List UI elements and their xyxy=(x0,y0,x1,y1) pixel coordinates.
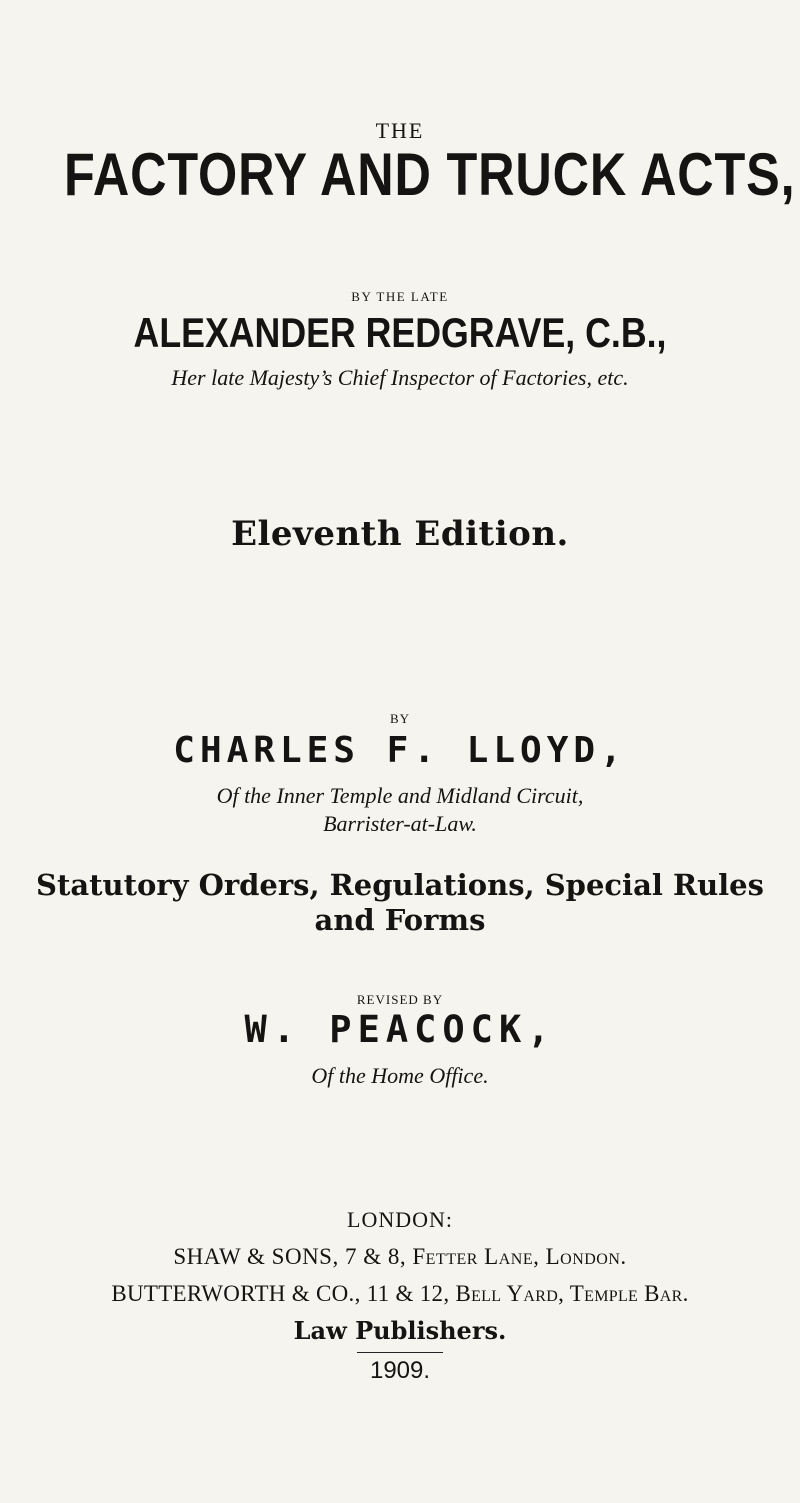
editor-description-line2: Barrister-at-Law. xyxy=(323,811,477,836)
by-the-late-label: BY THE LATE xyxy=(351,289,449,304)
publisher1-name: SHAW & SONS, 7 & 8, xyxy=(173,1244,407,1269)
author-name: ALEXANDER REDGRAVE, C.B., xyxy=(133,309,667,356)
publisher1 xyxy=(0,1244,800,1270)
publication-year: 1909. xyxy=(369,1357,431,1384)
revised-by-label: REVISED BY xyxy=(356,992,444,1007)
contents-line1: Statutory Orders, Regulations, Special Rules xyxy=(36,868,764,902)
law-publishers: Law Publishers. xyxy=(293,1316,507,1345)
year-rule xyxy=(357,1352,443,1353)
publisher2 xyxy=(0,1281,800,1307)
book-title: FACTORY AND TRUCK ACTS, xyxy=(64,141,796,208)
author-description: Her late Majesty’s Chief Inspector of Factories, etc. xyxy=(171,365,629,390)
edition-statement: Eleventh Edition. xyxy=(231,514,569,554)
reviser-name: W. PEACOCK, xyxy=(244,1008,556,1051)
publisher2-name: BUTTERWORTH & CO., 11 & 12, xyxy=(111,1281,450,1306)
by-label: BY xyxy=(389,711,411,726)
editor-name: CHARLES F. LLOYD, xyxy=(173,730,627,771)
reviser-description: Of the Home Office. xyxy=(311,1063,489,1088)
publisher2-address: Bell Yard, Temple Bar. xyxy=(455,1281,689,1306)
imprint-city: LONDON: xyxy=(347,1207,453,1232)
title-the: THE xyxy=(375,118,425,143)
contents-line2: and Forms xyxy=(314,903,486,937)
publisher1-address: Fetter Lane, London. xyxy=(412,1244,627,1269)
editor-description-line1: Of the Inner Temple and Midland Circuit, xyxy=(216,783,584,808)
